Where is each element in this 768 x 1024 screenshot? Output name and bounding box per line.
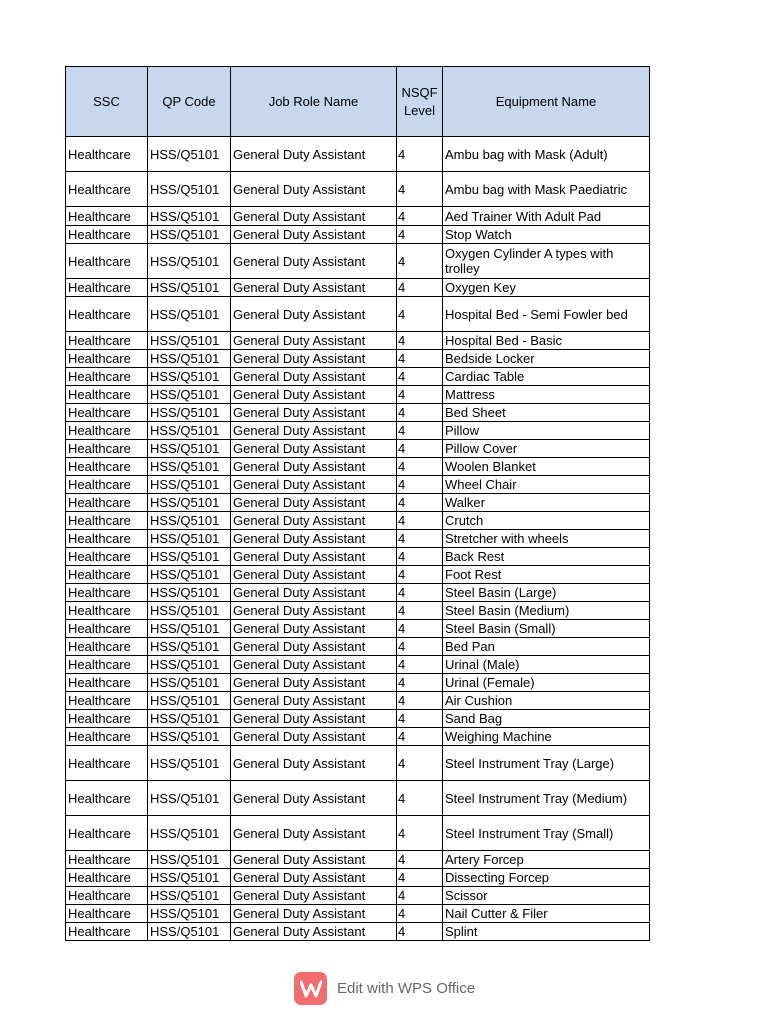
- nsqf-level-cell: 4: [397, 476, 443, 494]
- equipment-name-cell: Aed Trainer With Adult Pad: [443, 207, 650, 226]
- nsqf-level-cell: 4: [397, 638, 443, 656]
- header-nsqf-level: NSQF Level: [397, 67, 443, 137]
- job-role-cell: General Duty Assistant: [231, 476, 397, 494]
- job-role-cell: General Duty Assistant: [231, 332, 397, 350]
- table-row: [66, 368, 650, 386]
- job-role-cell: General Duty Assistant: [231, 244, 397, 279]
- qp-code-cell: HSS/Q5101: [148, 332, 231, 350]
- equipment-name-cell: Pillow Cover: [443, 440, 650, 458]
- nsqf-level-cell: 4: [397, 512, 443, 530]
- ssc-cell: Healthcare: [66, 440, 148, 458]
- table-row: [66, 816, 650, 851]
- equipment-name-cell: Steel Instrument Tray (Medium): [443, 781, 650, 816]
- job-role-cell: General Duty Assistant: [231, 674, 397, 692]
- equipment-name-cell: Pillow: [443, 422, 650, 440]
- qp-code-cell: HSS/Q5101: [148, 137, 231, 172]
- qp-code-cell: HSS/Q5101: [148, 279, 231, 297]
- ssc-cell: Healthcare: [66, 244, 148, 279]
- equipment-name-cell: Hospital Bed - Semi Fowler bed: [443, 297, 650, 332]
- equipment-name-cell: Artery Forcep: [443, 851, 650, 869]
- equipment-name-cell: Bed Sheet: [443, 404, 650, 422]
- ssc-cell: Healthcare: [66, 404, 148, 422]
- ssc-cell: Healthcare: [66, 207, 148, 226]
- job-role-cell: General Duty Assistant: [231, 494, 397, 512]
- nsqf-level-cell: 4: [397, 207, 443, 226]
- ssc-cell: Healthcare: [66, 332, 148, 350]
- equipment-name-cell: Ambu bag with Mask Paediatric: [443, 172, 650, 207]
- job-role-cell: General Duty Assistant: [231, 422, 397, 440]
- table-row: [66, 781, 650, 816]
- job-role-cell: General Duty Assistant: [231, 566, 397, 584]
- table-row: [66, 692, 650, 710]
- qp-code-cell: HSS/Q5101: [148, 923, 231, 941]
- job-role-cell: General Duty Assistant: [231, 887, 397, 905]
- nsqf-level-cell: 4: [397, 905, 443, 923]
- qp-code-cell: HSS/Q5101: [148, 494, 231, 512]
- equipment-sheet: [65, 66, 650, 941]
- qp-code-cell: HSS/Q5101: [148, 530, 231, 548]
- header-row: [66, 67, 650, 137]
- nsqf-level-cell: 4: [397, 368, 443, 386]
- nsqf-level-cell: 4: [397, 816, 443, 851]
- ssc-cell: Healthcare: [66, 674, 148, 692]
- table-row: [66, 476, 650, 494]
- nsqf-level-cell: 4: [397, 548, 443, 566]
- table-row: [66, 137, 650, 172]
- job-role-cell: General Duty Assistant: [231, 656, 397, 674]
- nsqf-level-cell: 4: [397, 422, 443, 440]
- ssc-cell: Healthcare: [66, 548, 148, 566]
- nsqf-level-cell: 4: [397, 887, 443, 905]
- equipment-name-cell: Nail Cutter & Filer: [443, 905, 650, 923]
- equipment-name-cell: Urinal (Female): [443, 674, 650, 692]
- equipment-name-cell: Steel Basin (Small): [443, 620, 650, 638]
- nsqf-level-cell: 4: [397, 692, 443, 710]
- equipment-name-cell: Back Rest: [443, 548, 650, 566]
- qp-code-cell: HSS/Q5101: [148, 638, 231, 656]
- nsqf-level-cell: 4: [397, 781, 443, 816]
- job-role-cell: General Duty Assistant: [231, 368, 397, 386]
- table-row: [66, 674, 650, 692]
- header-job-role-name: Job Role Name: [231, 67, 397, 137]
- job-role-cell: General Duty Assistant: [231, 602, 397, 620]
- table-row: [66, 244, 650, 279]
- equipment-name-cell: Hospital Bed - Basic: [443, 332, 650, 350]
- qp-code-cell: HSS/Q5101: [148, 512, 231, 530]
- nsqf-level-cell: 4: [397, 746, 443, 781]
- ssc-cell: Healthcare: [66, 476, 148, 494]
- table-row: [66, 422, 650, 440]
- table-row: [66, 440, 650, 458]
- equipment-name-cell: Air Cushion: [443, 692, 650, 710]
- table-row: [66, 332, 650, 350]
- qp-code-cell: HSS/Q5101: [148, 656, 231, 674]
- equipment-name-cell: Walker: [443, 494, 650, 512]
- qp-code-cell: HSS/Q5101: [148, 816, 231, 851]
- qp-code-cell: HSS/Q5101: [148, 350, 231, 368]
- equipment-name-cell: Dissecting Forcep: [443, 869, 650, 887]
- equipment-name-cell: Stretcher with wheels: [443, 530, 650, 548]
- table-row: [66, 530, 650, 548]
- qp-code-cell: HSS/Q5101: [148, 620, 231, 638]
- table-row: [66, 297, 650, 332]
- ssc-cell: Healthcare: [66, 887, 148, 905]
- qp-code-cell: HSS/Q5101: [148, 602, 231, 620]
- equipment-name-cell: Woolen Blanket: [443, 458, 650, 476]
- equipment-name-cell: Steel Instrument Tray (Large): [443, 746, 650, 781]
- header-equipment-name: Equipment Name: [443, 67, 650, 137]
- equipment-name-cell: Sand Bag: [443, 710, 650, 728]
- qp-code-cell: HSS/Q5101: [148, 710, 231, 728]
- nsqf-level-cell: 4: [397, 656, 443, 674]
- job-role-cell: General Duty Assistant: [231, 404, 397, 422]
- ssc-cell: Healthcare: [66, 923, 148, 941]
- table-row: [66, 386, 650, 404]
- job-role-cell: General Duty Assistant: [231, 781, 397, 816]
- nsqf-level-cell: 4: [397, 869, 443, 887]
- nsqf-level-cell: 4: [397, 851, 443, 869]
- ssc-cell: Healthcare: [66, 584, 148, 602]
- table-row: [66, 404, 650, 422]
- job-role-cell: General Duty Assistant: [231, 816, 397, 851]
- equipment-table: [65, 66, 650, 941]
- ssc-cell: Healthcare: [66, 279, 148, 297]
- qp-code-cell: HSS/Q5101: [148, 905, 231, 923]
- ssc-cell: Healthcare: [66, 602, 148, 620]
- job-role-cell: General Duty Assistant: [231, 440, 397, 458]
- ssc-cell: Healthcare: [66, 905, 148, 923]
- nsqf-level-cell: 4: [397, 332, 443, 350]
- equipment-name-cell: Urinal (Male): [443, 656, 650, 674]
- nsqf-level-cell: 4: [397, 137, 443, 172]
- job-role-cell: General Duty Assistant: [231, 638, 397, 656]
- ssc-cell: Healthcare: [66, 710, 148, 728]
- table-row: [66, 602, 650, 620]
- table-row: [66, 279, 650, 297]
- equipment-name-cell: Steel Instrument Tray (Small): [443, 816, 650, 851]
- equipment-name-cell: Steel Basin (Large): [443, 584, 650, 602]
- equipment-name-cell: Steel Basin (Medium): [443, 602, 650, 620]
- nsqf-level-cell: 4: [397, 620, 443, 638]
- equipment-name-cell: Stop Watch: [443, 226, 650, 244]
- qp-code-cell: HSS/Q5101: [148, 476, 231, 494]
- nsqf-level-cell: 4: [397, 297, 443, 332]
- ssc-cell: Healthcare: [66, 172, 148, 207]
- table-row: [66, 710, 650, 728]
- job-role-cell: General Duty Assistant: [231, 207, 397, 226]
- ssc-cell: Healthcare: [66, 494, 148, 512]
- job-role-cell: General Duty Assistant: [231, 530, 397, 548]
- equipment-name-cell: Weighing Machine: [443, 728, 650, 746]
- ssc-cell: Healthcare: [66, 851, 148, 869]
- ssc-cell: Healthcare: [66, 368, 148, 386]
- qp-code-cell: HSS/Q5101: [148, 692, 231, 710]
- equipment-name-cell: Scissor: [443, 887, 650, 905]
- ssc-cell: Healthcare: [66, 692, 148, 710]
- table-row: [66, 494, 650, 512]
- job-role-cell: General Duty Assistant: [231, 297, 397, 332]
- job-role-cell: General Duty Assistant: [231, 137, 397, 172]
- job-role-cell: General Duty Assistant: [231, 584, 397, 602]
- header-ssc: SSC: [66, 67, 148, 137]
- table-body: [66, 137, 650, 941]
- job-role-cell: General Duty Assistant: [231, 172, 397, 207]
- job-role-cell: General Duty Assistant: [231, 851, 397, 869]
- ssc-cell: Healthcare: [66, 137, 148, 172]
- table-row: [66, 350, 650, 368]
- job-role-cell: General Duty Assistant: [231, 512, 397, 530]
- qp-code-cell: HSS/Q5101: [148, 781, 231, 816]
- table-row: [66, 851, 650, 869]
- nsqf-level-cell: 4: [397, 494, 443, 512]
- equipment-name-cell: Crutch: [443, 512, 650, 530]
- qp-code-cell: HSS/Q5101: [148, 584, 231, 602]
- nsqf-level-cell: 4: [397, 923, 443, 941]
- nsqf-level-cell: 4: [397, 458, 443, 476]
- ssc-cell: Healthcare: [66, 512, 148, 530]
- ssc-cell: Healthcare: [66, 422, 148, 440]
- nsqf-level-cell: 4: [397, 440, 443, 458]
- job-role-cell: General Duty Assistant: [231, 226, 397, 244]
- qp-code-cell: HSS/Q5101: [148, 404, 231, 422]
- table-row: [66, 728, 650, 746]
- job-role-cell: General Duty Assistant: [231, 350, 397, 368]
- equipment-name-cell: Ambu bag with Mask (Adult): [443, 137, 650, 172]
- ssc-cell: Healthcare: [66, 350, 148, 368]
- nsqf-level-cell: 4: [397, 602, 443, 620]
- table-row: [66, 566, 650, 584]
- job-role-cell: General Duty Assistant: [231, 728, 397, 746]
- ssc-cell: Healthcare: [66, 386, 148, 404]
- equipment-name-cell: Bedside Locker: [443, 350, 650, 368]
- job-role-cell: General Duty Assistant: [231, 548, 397, 566]
- ssc-cell: Healthcare: [66, 746, 148, 781]
- table-row: [66, 923, 650, 941]
- ssc-cell: Healthcare: [66, 638, 148, 656]
- qp-code-cell: HSS/Q5101: [148, 851, 231, 869]
- ssc-cell: Healthcare: [66, 530, 148, 548]
- equipment-name-cell: Wheel Chair: [443, 476, 650, 494]
- ssc-cell: Healthcare: [66, 656, 148, 674]
- job-role-cell: General Duty Assistant: [231, 905, 397, 923]
- qp-code-cell: HSS/Q5101: [148, 422, 231, 440]
- table-row: [66, 887, 650, 905]
- wps-footer-label: Edit with WPS Office: [337, 980, 476, 997]
- qp-code-cell: HSS/Q5101: [148, 869, 231, 887]
- nsqf-level-cell: 4: [397, 226, 443, 244]
- ssc-cell: Healthcare: [66, 869, 148, 887]
- nsqf-level-cell: 4: [397, 710, 443, 728]
- ssc-cell: Healthcare: [66, 297, 148, 332]
- nsqf-level-cell: 4: [397, 530, 443, 548]
- nsqf-level-cell: 4: [397, 350, 443, 368]
- header-qp-code: QP Code: [148, 67, 231, 137]
- nsqf-level-cell: 4: [397, 584, 443, 602]
- table-row: [66, 656, 650, 674]
- ssc-cell: Healthcare: [66, 566, 148, 584]
- table-row: [66, 869, 650, 887]
- qp-code-cell: HSS/Q5101: [148, 566, 231, 584]
- job-role-cell: General Duty Assistant: [231, 458, 397, 476]
- qp-code-cell: HSS/Q5101: [148, 368, 231, 386]
- table-row: [66, 620, 650, 638]
- job-role-cell: General Duty Assistant: [231, 746, 397, 781]
- table-row: [66, 746, 650, 781]
- ssc-cell: Healthcare: [66, 816, 148, 851]
- table-row: [66, 458, 650, 476]
- ssc-cell: Healthcare: [66, 226, 148, 244]
- qp-code-cell: HSS/Q5101: [148, 226, 231, 244]
- nsqf-level-cell: 4: [397, 244, 443, 279]
- qp-code-cell: HSS/Q5101: [148, 172, 231, 207]
- qp-code-cell: HSS/Q5101: [148, 458, 231, 476]
- equipment-name-cell: Foot Rest: [443, 566, 650, 584]
- table-row: [66, 905, 650, 923]
- qp-code-cell: HSS/Q5101: [148, 440, 231, 458]
- job-role-cell: General Duty Assistant: [231, 620, 397, 638]
- nsqf-level-cell: 4: [397, 404, 443, 422]
- ssc-cell: Healthcare: [66, 728, 148, 746]
- nsqf-level-cell: 4: [397, 674, 443, 692]
- wps-office-logo-icon: [294, 972, 327, 1005]
- equipment-name-cell: Cardiac Table: [443, 368, 650, 386]
- job-role-cell: General Duty Assistant: [231, 279, 397, 297]
- nsqf-level-cell: 4: [397, 728, 443, 746]
- qp-code-cell: HSS/Q5101: [148, 746, 231, 781]
- qp-code-cell: HSS/Q5101: [148, 728, 231, 746]
- table-row: [66, 548, 650, 566]
- qp-code-cell: HSS/Q5101: [148, 207, 231, 226]
- qp-code-cell: HSS/Q5101: [148, 548, 231, 566]
- ssc-cell: Healthcare: [66, 458, 148, 476]
- nsqf-level-cell: 4: [397, 172, 443, 207]
- nsqf-level-cell: 4: [397, 279, 443, 297]
- ssc-cell: Healthcare: [66, 781, 148, 816]
- nsqf-level-cell: 4: [397, 566, 443, 584]
- table-row: [66, 226, 650, 244]
- job-role-cell: General Duty Assistant: [231, 692, 397, 710]
- qp-code-cell: HSS/Q5101: [148, 674, 231, 692]
- job-role-cell: General Duty Assistant: [231, 710, 397, 728]
- qp-code-cell: HSS/Q5101: [148, 386, 231, 404]
- equipment-name-cell: Bed Pan: [443, 638, 650, 656]
- table-row: [66, 172, 650, 207]
- job-role-cell: General Duty Assistant: [231, 869, 397, 887]
- equipment-name-cell: Splint: [443, 923, 650, 941]
- qp-code-cell: HSS/Q5101: [148, 887, 231, 905]
- equipment-name-cell: Oxygen Key: [443, 279, 650, 297]
- table-row: [66, 512, 650, 530]
- ssc-cell: Healthcare: [66, 620, 148, 638]
- table-row: [66, 207, 650, 226]
- job-role-cell: General Duty Assistant: [231, 923, 397, 941]
- job-role-cell: General Duty Assistant: [231, 386, 397, 404]
- equipment-name-cell: Oxygen Cylinder A types with trolley: [443, 244, 650, 279]
- equipment-name-cell: Mattress: [443, 386, 650, 404]
- table-row: [66, 638, 650, 656]
- qp-code-cell: HSS/Q5101: [148, 244, 231, 279]
- qp-code-cell: HSS/Q5101: [148, 297, 231, 332]
- table-row: [66, 584, 650, 602]
- nsqf-level-cell: 4: [397, 386, 443, 404]
- wps-footer[interactable]: [294, 972, 475, 1005]
